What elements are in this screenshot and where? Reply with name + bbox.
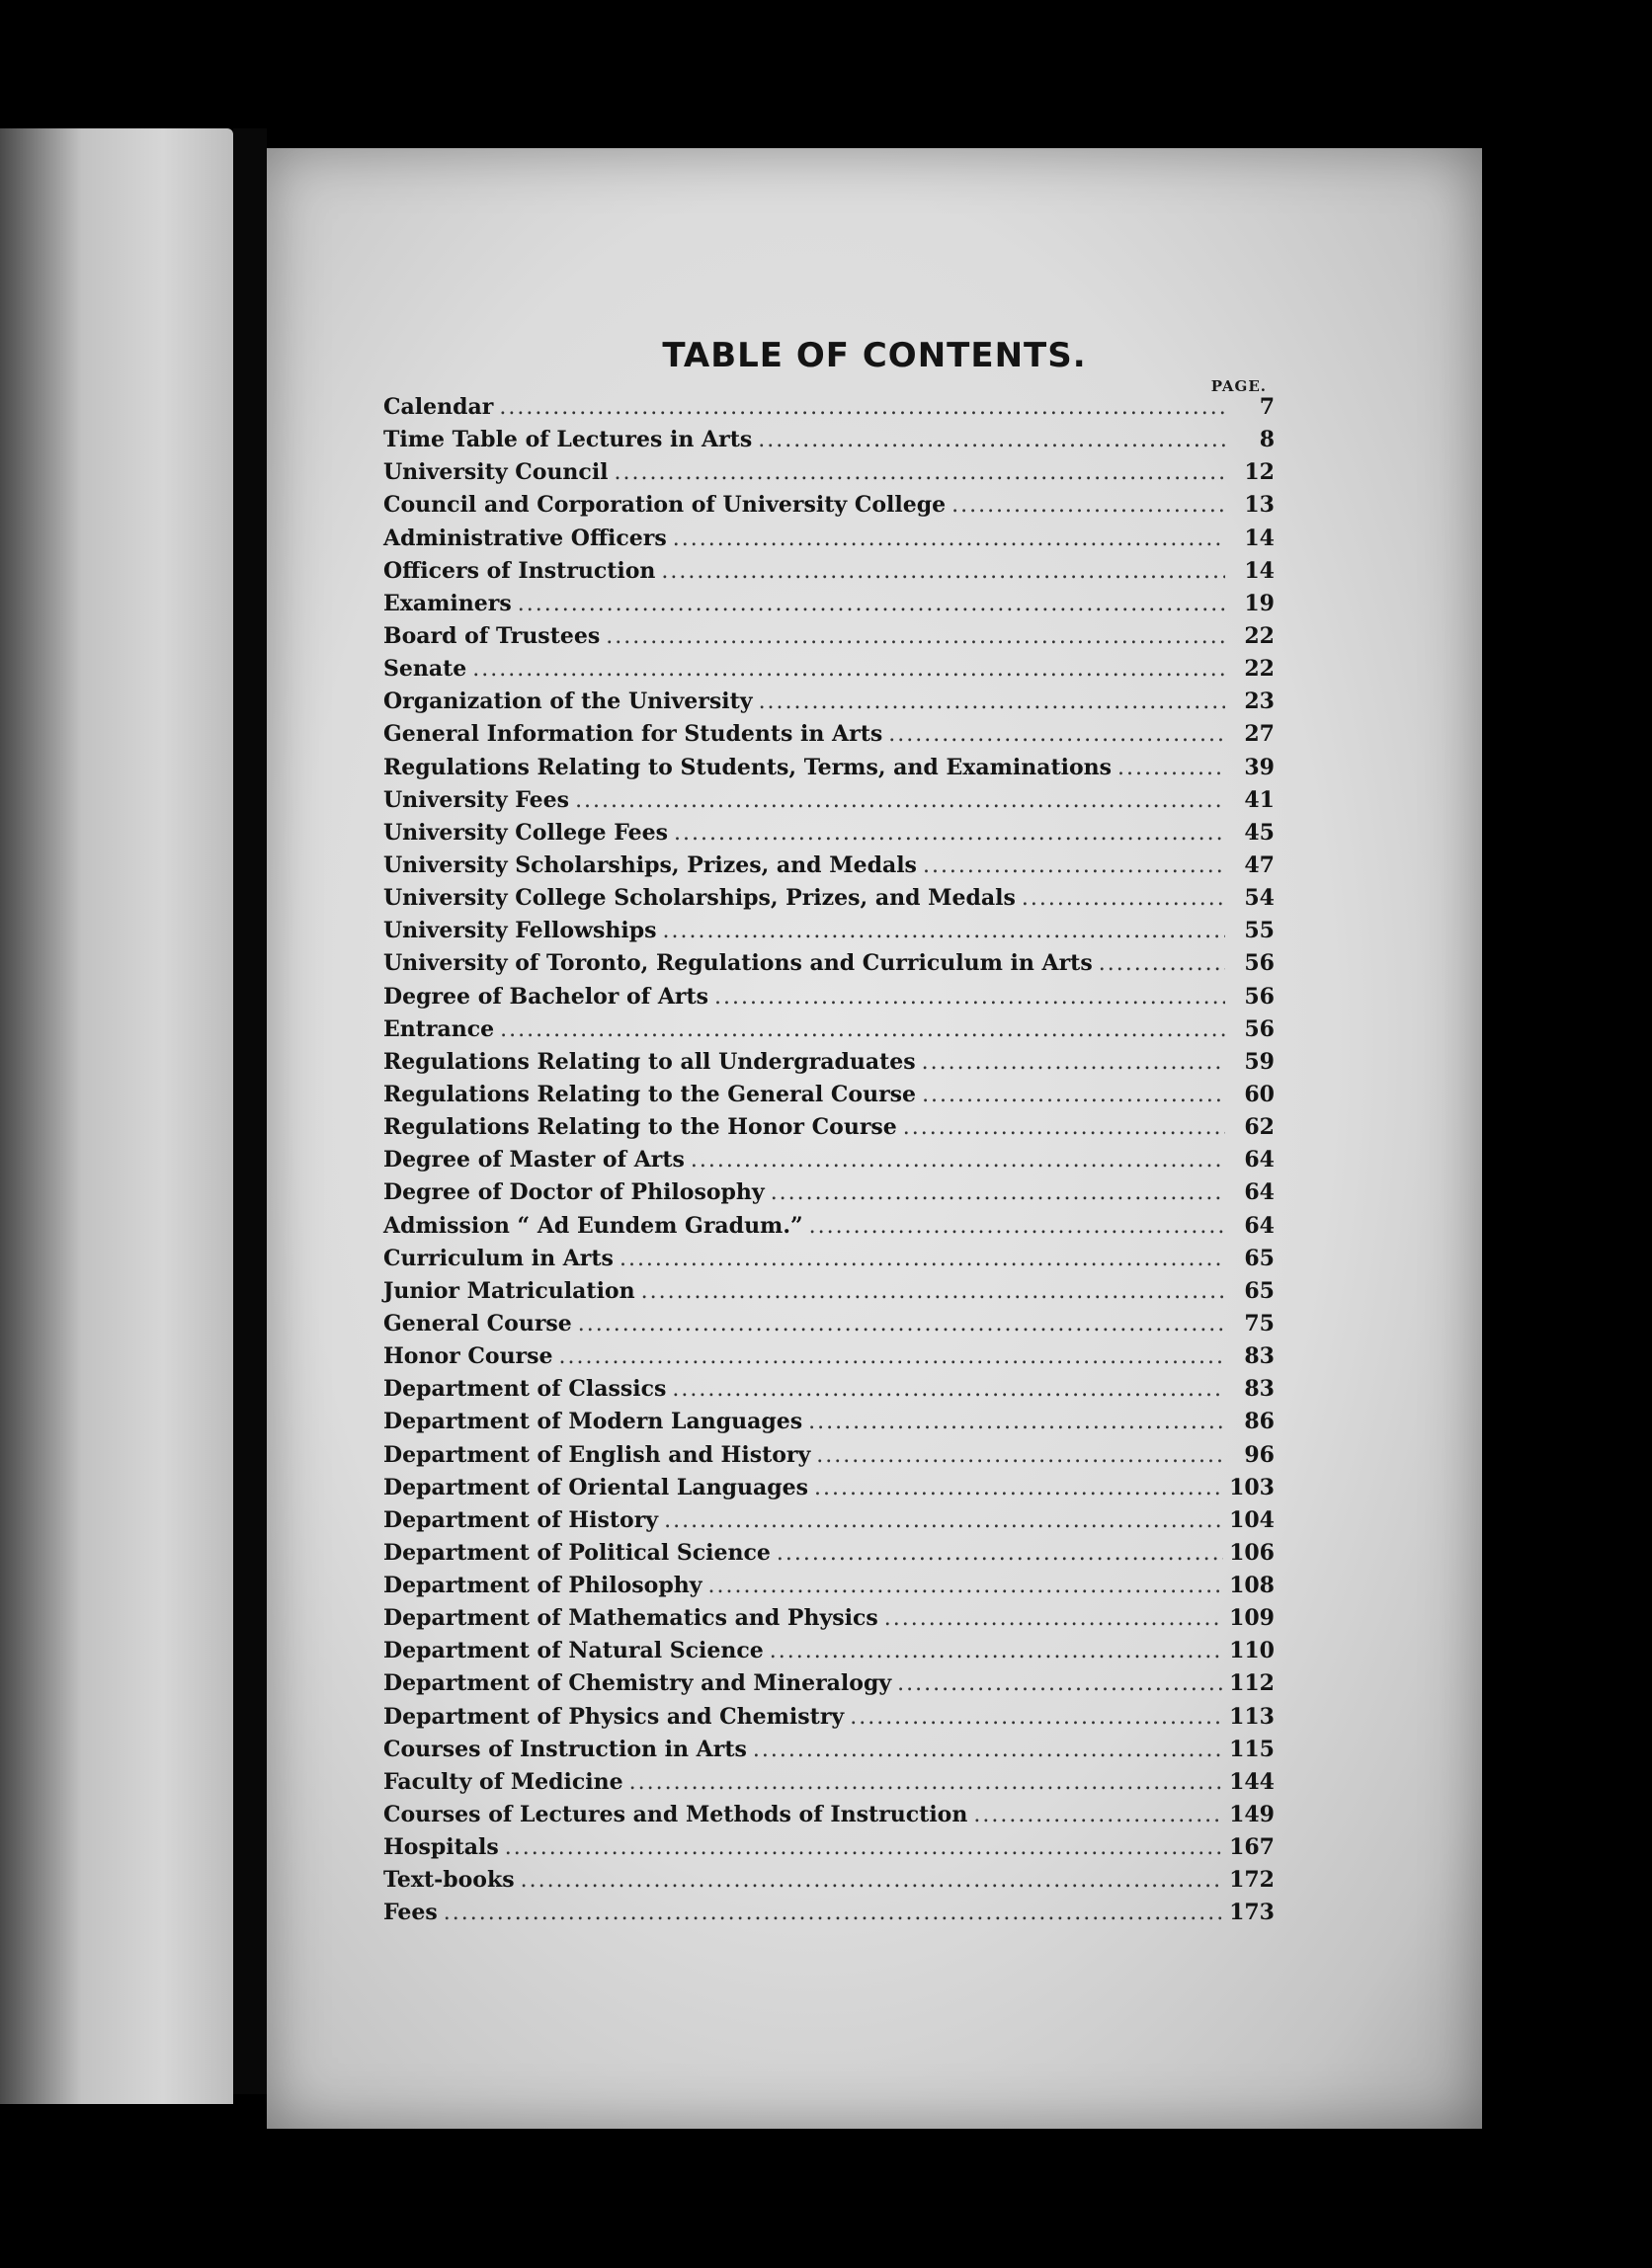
toc-entry	[383, 1831, 1275, 1864]
document-page	[267, 148, 1482, 2129]
toc-entry	[383, 456, 1275, 489]
toc-entry-label: Department of History	[383, 1506, 659, 1533]
toc-entry	[383, 1176, 1275, 1209]
toc-entry	[383, 1864, 1275, 1897]
toc-entry-label: Department of Mathematics and Physics	[383, 1605, 878, 1632]
toc-entry	[383, 555, 1275, 588]
toc-entry-label: Admission “ Ad Eundem Gradum.”	[383, 1212, 803, 1239]
toc-entry-page-number: 103	[1229, 1474, 1275, 1500]
dot-leader	[518, 588, 1225, 620]
toc-entry	[383, 1766, 1275, 1799]
toc-entry-label: Time Table of Lectures in Arts	[383, 427, 753, 453]
toc-entry	[383, 1897, 1275, 1929]
toc-entry	[383, 1472, 1275, 1504]
dot-leader	[923, 850, 1225, 882]
toc-entry-label: Department of Political Science	[383, 1539, 771, 1566]
dot-leader	[809, 1210, 1225, 1243]
toc-entry	[383, 1275, 1275, 1308]
facing-page-edge	[0, 128, 233, 2104]
toc-entry	[383, 1340, 1275, 1373]
toc-entry-label: Senate	[383, 656, 467, 683]
dot-leader	[814, 1472, 1223, 1504]
dot-leader	[771, 1176, 1225, 1209]
toc-entry-page-number: 56	[1244, 950, 1275, 977]
toc-entry-page-number: 83	[1244, 1376, 1275, 1403]
toc-entry-label: Department of Classics	[383, 1376, 667, 1403]
toc-entry-page-number: 12	[1244, 459, 1275, 486]
toc-entry	[383, 1210, 1275, 1243]
toc-entry-label: General Course	[383, 1310, 572, 1336]
toc-list	[383, 391, 1275, 1930]
toc-entry-label: Board of Trustees	[383, 622, 601, 649]
toc-entry-label: Fees	[383, 1900, 438, 1926]
toc-entry-label: Junior Matriculation	[383, 1277, 635, 1304]
toc-entry-label: Degree of Master of Arts	[383, 1147, 685, 1174]
toc-entry	[383, 1308, 1275, 1340]
toc-entry-label: Department of Chemistry and Mineralogy	[383, 1670, 892, 1697]
dot-leader	[673, 523, 1225, 555]
dot-leader	[753, 1734, 1223, 1766]
toc-entry	[383, 1667, 1275, 1700]
toc-entry-page-number: 172	[1229, 1867, 1275, 1894]
dot-leader	[444, 1897, 1223, 1929]
toc-entry-page-number: 173	[1229, 1900, 1275, 1926]
toc-entry	[383, 1243, 1275, 1275]
toc-entry-page-number: 41	[1244, 786, 1275, 813]
toc-entry-label: Regulations Relating to the General Course	[383, 1081, 917, 1107]
toc-entry-label: Administrative Officers	[383, 525, 667, 551]
dot-leader	[903, 1111, 1225, 1144]
toc-entry	[383, 1144, 1275, 1176]
dot-leader	[850, 1701, 1223, 1734]
toc-entry	[383, 1046, 1275, 1079]
toc-entry-label: Calendar	[383, 394, 494, 420]
toc-entry	[383, 1079, 1275, 1111]
dot-leader	[521, 1864, 1223, 1897]
dot-leader	[578, 1308, 1225, 1340]
toc-entry-label: University Fees	[383, 786, 570, 813]
toc-entry-page-number: 19	[1244, 590, 1275, 616]
dot-leader	[759, 686, 1225, 718]
dot-leader	[620, 1243, 1225, 1275]
toc-entry-page-number: 47	[1244, 851, 1275, 878]
toc-entry-page-number: 104	[1229, 1506, 1275, 1533]
toc-entry	[383, 424, 1275, 456]
dot-leader	[714, 981, 1225, 1013]
toc-entry	[383, 489, 1275, 522]
dot-leader	[808, 1406, 1225, 1438]
toc-entry	[383, 653, 1275, 686]
toc-entry	[383, 686, 1275, 718]
toc-entry-page-number: 83	[1244, 1343, 1275, 1370]
toc-entry	[383, 718, 1275, 751]
dot-leader	[1117, 752, 1225, 784]
toc-entry-page-number: 22	[1244, 622, 1275, 649]
toc-entry-label: Honor Course	[383, 1343, 553, 1370]
dot-leader	[973, 1799, 1223, 1831]
book-gutter	[233, 128, 267, 2094]
toc-entry-page-number: 45	[1244, 819, 1275, 846]
toc-entry	[383, 1635, 1275, 1667]
toc-entry-label: Entrance	[383, 1015, 495, 1042]
dot-leader	[758, 424, 1225, 456]
dot-leader	[663, 915, 1225, 947]
toc-entry-page-number: 75	[1244, 1310, 1275, 1336]
toc-entry-page-number: 60	[1244, 1081, 1275, 1107]
toc-entry-label: General Information for Students in Arts	[383, 721, 883, 748]
toc-entry-label: Degree of Doctor of Philosophy	[383, 1179, 765, 1206]
dot-leader	[770, 1635, 1223, 1667]
dot-leader	[708, 1570, 1224, 1602]
dot-leader	[1022, 882, 1225, 915]
toc-entry-page-number: 55	[1244, 918, 1275, 944]
toc-entry	[383, 784, 1275, 817]
toc-entry-label: University Council	[383, 459, 609, 486]
toc-entry-page-number: 167	[1229, 1834, 1275, 1861]
dot-leader	[472, 653, 1225, 686]
toc-entry	[383, 523, 1275, 555]
toc-entry-page-number: 110	[1229, 1638, 1275, 1664]
toc-entry-label: Faculty of Medicine	[383, 1768, 623, 1795]
toc-entry-label: Department of English and History	[383, 1441, 811, 1468]
toc-entry-page-number: 106	[1229, 1539, 1275, 1566]
dot-leader	[922, 1079, 1225, 1111]
dot-leader	[922, 1046, 1225, 1079]
toc-entry	[383, 1799, 1275, 1831]
toc-entry-page-number: 14	[1244, 557, 1275, 584]
toc-entry-label: Council and Corporation of University College	[383, 492, 947, 519]
toc-entry-page-number: 113	[1229, 1703, 1275, 1730]
dot-leader	[606, 620, 1225, 653]
toc-entry-page-number: 149	[1229, 1802, 1275, 1828]
toc-entry-page-number: 64	[1244, 1147, 1275, 1174]
toc-entry	[383, 1701, 1275, 1734]
toc-entry-page-number: 65	[1244, 1245, 1275, 1271]
toc-entry-page-number: 14	[1244, 525, 1275, 551]
toc-entry-label: Department of Oriental Languages	[383, 1474, 809, 1500]
dot-leader	[816, 1439, 1225, 1472]
page-title: TABLE OF CONTENTS.	[662, 336, 1087, 375]
dot-leader	[641, 1275, 1225, 1308]
toc-entry-page-number: 64	[1244, 1212, 1275, 1239]
toc-entry-label: Regulations Relating to Students, Terms, and Examinations	[383, 754, 1113, 780]
toc-entry-page-number: 109	[1229, 1605, 1275, 1632]
dot-leader	[1099, 947, 1225, 980]
toc-entry-page-number: 112	[1229, 1670, 1275, 1697]
toc-entry-label: University Scholarships, Prizes, and Medals	[383, 851, 917, 878]
toc-entry	[383, 1602, 1275, 1635]
toc-entry	[383, 752, 1275, 784]
toc-entry-label: Regulations Relating to all Undergraduates	[383, 1048, 916, 1075]
page-column-label: PAGE.	[1210, 377, 1267, 395]
toc-entry-page-number: 115	[1229, 1736, 1275, 1762]
toc-entry	[383, 1406, 1275, 1438]
dot-leader	[951, 489, 1225, 522]
toc-entry-label: University of Toronto, Regulations and Curriculum in Arts	[383, 950, 1093, 977]
toc-entry-label: University Fellowships	[383, 918, 657, 944]
toc-entry	[383, 391, 1275, 424]
toc-entry-label: Regulations Relating to the Honor Course	[383, 1114, 897, 1141]
dot-leader	[615, 456, 1225, 489]
toc-entry-label: University College Scholarships, Prizes, and Medals	[383, 885, 1016, 912]
toc-entry-page-number: 23	[1244, 688, 1275, 715]
toc-entry	[383, 1537, 1275, 1570]
toc-entry-label: University College Fees	[383, 819, 668, 846]
toc-entry-page-number: 96	[1244, 1441, 1275, 1468]
dot-leader	[674, 817, 1225, 850]
dot-leader	[897, 1667, 1223, 1700]
toc-entry-label: Officers of Instruction	[383, 557, 656, 584]
toc-entry-label: Text-books	[383, 1867, 515, 1894]
toc-entry-page-number: 56	[1244, 983, 1275, 1010]
toc-entry-page-number: 65	[1244, 1277, 1275, 1304]
toc-entry-label: Degree of Bachelor of Arts	[383, 983, 709, 1010]
dot-leader	[505, 1831, 1223, 1864]
toc-entry-page-number: 59	[1244, 1048, 1275, 1075]
toc-entry-label: Department of Philosophy	[383, 1573, 702, 1599]
dot-leader	[884, 1602, 1223, 1635]
toc-entry-page-number: 27	[1244, 721, 1275, 748]
toc-entry	[383, 588, 1275, 620]
toc-entry-page-number: 56	[1244, 1015, 1275, 1042]
toc-entry	[383, 1570, 1275, 1602]
toc-entry	[383, 1439, 1275, 1472]
toc-entry-page-number: 8	[1259, 427, 1275, 453]
toc-entry-page-number: 7	[1259, 394, 1275, 420]
toc-entry-page-number: 64	[1244, 1179, 1275, 1206]
dot-leader	[559, 1340, 1225, 1373]
toc-entry-label: Courses of Lectures and Methods of Instruction	[383, 1802, 968, 1828]
toc-entry-page-number: 54	[1244, 885, 1275, 912]
toc-entry-page-number: 144	[1229, 1768, 1275, 1795]
toc-entry-label: Examiners	[383, 590, 512, 616]
dot-leader	[664, 1504, 1223, 1537]
toc-entry-page-number: 22	[1244, 656, 1275, 683]
dot-leader	[499, 391, 1225, 424]
toc-entry	[383, 1373, 1275, 1406]
dot-leader	[661, 555, 1225, 588]
toc-entry-label: Hospitals	[383, 1834, 499, 1861]
toc-entry-page-number: 62	[1244, 1114, 1275, 1141]
toc-entry-label: Courses of Instruction in Arts	[383, 1736, 747, 1762]
toc-entry	[383, 981, 1275, 1013]
toc-entry	[383, 620, 1275, 653]
toc-entry-label: Department of Modern Languages	[383, 1409, 803, 1435]
toc-entry-page-number: 108	[1229, 1573, 1275, 1599]
toc-entry-page-number: 39	[1244, 754, 1275, 780]
toc-entry	[383, 947, 1275, 980]
toc-entry-label: Department of Natural Science	[383, 1638, 764, 1664]
toc-entry-page-number: 13	[1244, 492, 1275, 519]
dot-leader	[691, 1144, 1225, 1176]
toc-entry	[383, 1111, 1275, 1144]
toc-entry-label: Department of Physics and Chemistry	[383, 1703, 845, 1730]
toc-entry	[383, 915, 1275, 947]
dot-leader	[777, 1537, 1223, 1570]
dot-leader	[672, 1373, 1225, 1406]
toc-entry	[383, 850, 1275, 882]
toc-entry	[383, 882, 1275, 915]
toc-entry	[383, 817, 1275, 850]
toc-entry-page-number: 86	[1244, 1409, 1275, 1435]
toc-entry	[383, 1504, 1275, 1537]
toc-entry-label: Organization of the University	[383, 688, 753, 715]
dot-leader	[500, 1013, 1225, 1046]
dot-leader	[575, 784, 1225, 817]
dot-leader	[888, 718, 1225, 751]
toc-entry	[383, 1734, 1275, 1766]
toc-entry-label: Curriculum in Arts	[383, 1245, 614, 1271]
toc-entry	[383, 1013, 1275, 1046]
dot-leader	[629, 1766, 1223, 1799]
